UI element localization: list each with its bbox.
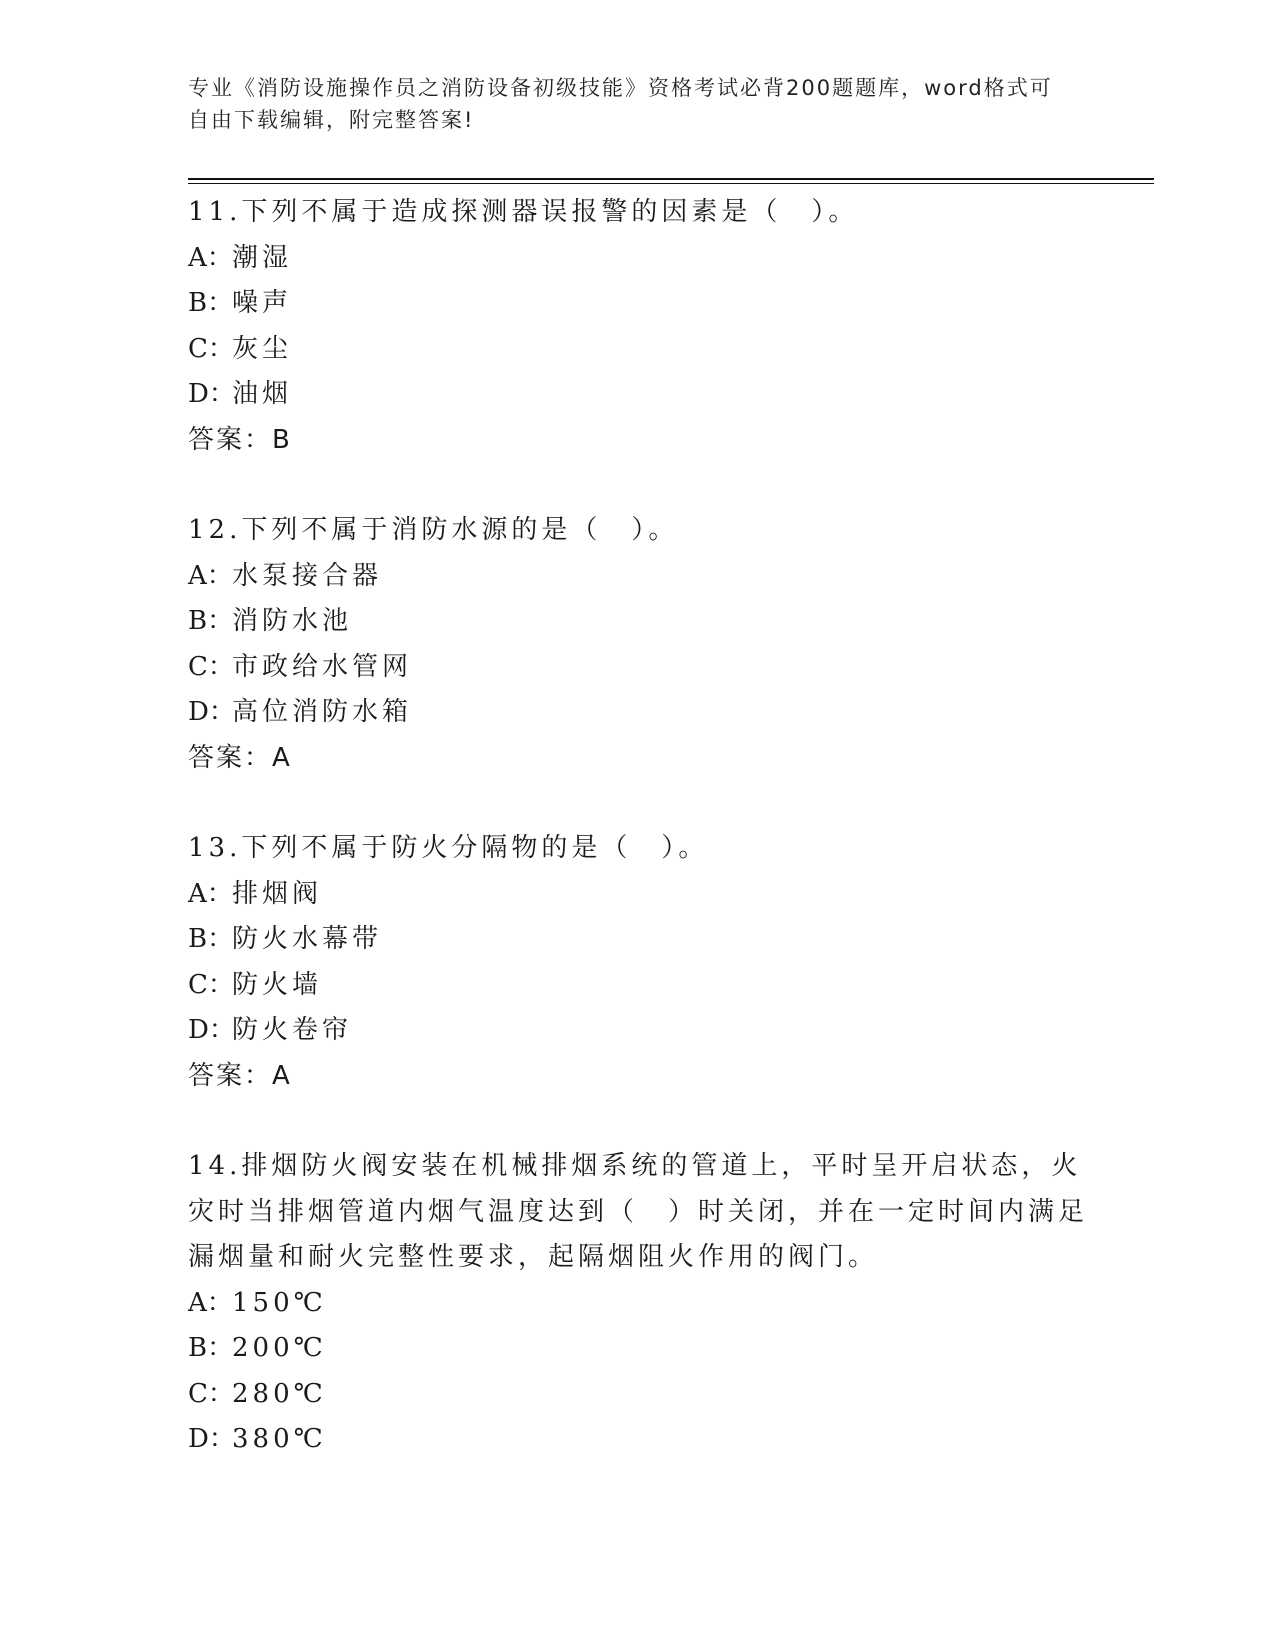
option-key: C： [188, 1378, 234, 1409]
option-c [188, 1372, 1088, 1418]
question-stem: 14.排烟防火阀安装在机械排烟系统的管道上，平时呈开启状态，火灾时当排烟管道内烟气温度达到（ ）时关闭，并在一定时间内满足漏烟量和耐火完整性要求，起隔烟阻火作用的阀门。 [188, 1151, 1089, 1272]
option-b [188, 1326, 1088, 1372]
header-divider-thick [188, 178, 1154, 180]
option-text: 油烟 [232, 379, 293, 409]
option-key: A： [188, 560, 233, 591]
option-d [188, 1008, 1088, 1054]
option-d [188, 1417, 1088, 1463]
answer: 答案：A [188, 742, 292, 773]
option-a [188, 554, 1088, 600]
option-key: B： [188, 288, 234, 318]
option-key: A： [188, 1287, 233, 1318]
option-key: D： [188, 1015, 235, 1045]
option-text: 防火墙 [232, 969, 323, 1000]
option-b [188, 281, 1088, 327]
option-key: B： [188, 1333, 234, 1363]
question-13 [188, 826, 1088, 1099]
option-text: 排烟阀 [232, 878, 323, 909]
option-text: 防火卷帘 [232, 1015, 353, 1045]
option-b [188, 599, 1088, 645]
option-text: 380℃ [232, 1424, 327, 1454]
question-14 [188, 1144, 1088, 1463]
option-text: 防火水幕带 [232, 924, 383, 954]
option-text: 市政给水管网 [232, 651, 413, 682]
question-stem: 12.下列不属于消防水源的是（ ）。 [188, 515, 679, 545]
question-list [188, 190, 1088, 1508]
option-text: 280℃ [232, 1378, 327, 1409]
option-c [188, 645, 1088, 691]
header-divider-thin [188, 183, 1154, 184]
question-11 [188, 190, 1088, 463]
option-text: 噪声 [232, 288, 293, 318]
option-d [188, 372, 1088, 418]
option-text: 高位消防水箱 [232, 697, 413, 727]
option-d [188, 690, 1088, 736]
question-12 [188, 508, 1088, 781]
option-text: 水泵接合器 [232, 560, 383, 591]
answer: 答案：B [188, 424, 292, 455]
option-text: 消防水池 [232, 606, 353, 636]
option-key: C： [188, 651, 234, 682]
option-a [188, 872, 1088, 918]
option-key: C： [188, 969, 234, 1000]
option-a [188, 236, 1088, 282]
option-text: 200℃ [232, 1333, 327, 1363]
option-key: A： [188, 242, 233, 273]
document-header: 专业《消防设施操作员之消防设备初级技能》资格考试必背200题题库，word格式可自由下载编辑，附完整答案! [188, 76, 1053, 132]
option-a [188, 1281, 1088, 1327]
question-stem: 13.下列不属于防火分隔物的是（ ）。 [188, 833, 709, 863]
option-text: 潮湿 [232, 242, 293, 273]
option-key: B： [188, 924, 234, 954]
option-key: D： [188, 1424, 235, 1454]
question-stem: 11.下列不属于造成探测器误报警的因素是（ ）。 [188, 197, 859, 227]
option-b [188, 917, 1088, 963]
option-key: B： [188, 606, 234, 636]
option-c [188, 963, 1088, 1009]
option-c [188, 327, 1088, 373]
option-key: A： [188, 878, 233, 909]
option-key: D： [188, 379, 235, 409]
option-text: 150℃ [232, 1287, 327, 1318]
option-key: D： [188, 697, 235, 727]
option-key: C： [188, 333, 234, 364]
answer: 答案：A [188, 1060, 292, 1091]
option-text: 灰尘 [232, 333, 293, 364]
